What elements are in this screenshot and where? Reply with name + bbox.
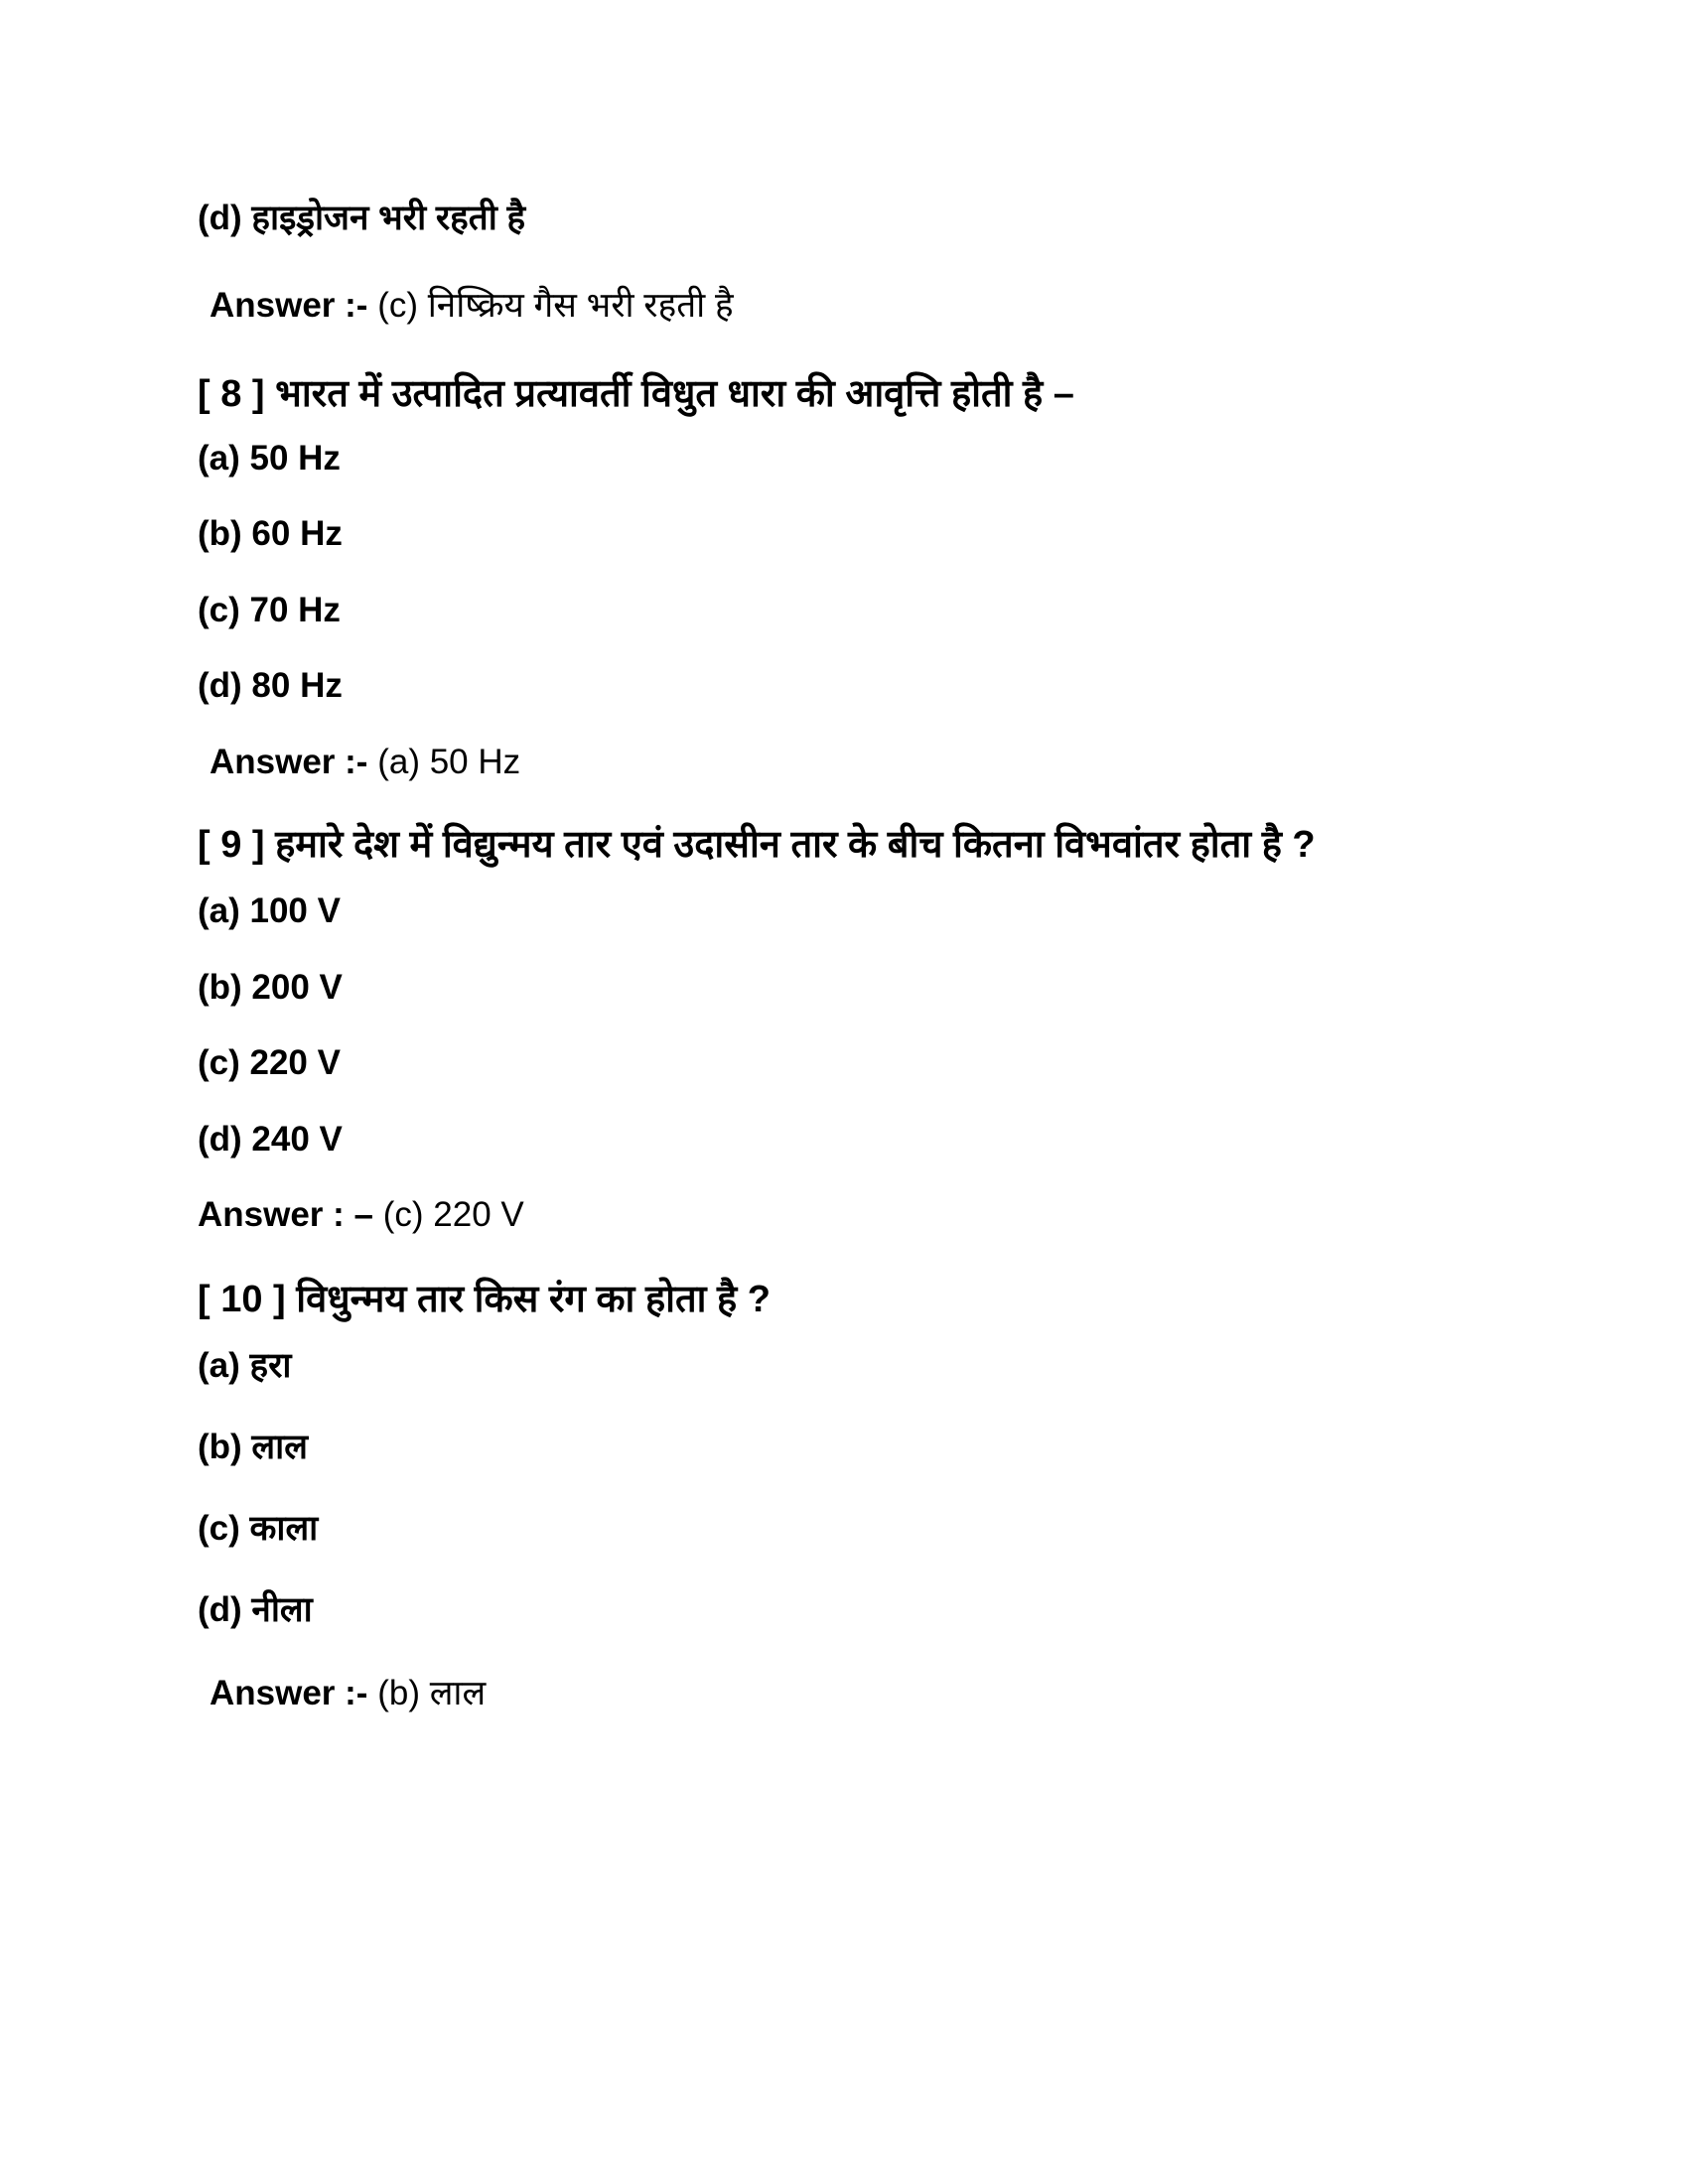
q10-answer (210, 1676, 486, 1710)
q10-option-c: (c) काला (198, 1509, 319, 1548)
q10-option-a: (a) हरा (198, 1346, 292, 1385)
answer-label: Answer :- (210, 1674, 368, 1712)
q8-option-b: (b) 60 Hz (198, 514, 343, 553)
answer-value: (b) लाल (367, 1674, 487, 1712)
q9-option-d: (d) 240 V (198, 1120, 343, 1159)
question-8: [ 8 ] भारत में उत्पादित प्रत्यावर्ती विधुत धारा की आवृत्ति होती है – (198, 373, 1074, 415)
q8-option-d: (d) 80 Hz (198, 666, 343, 705)
q10-option-b: (b) लाल (198, 1428, 308, 1466)
q8-answer (210, 745, 520, 779)
prev-option-d: (d) हाइड्रोजन भरी रहती है (198, 199, 526, 237)
answer-value: (c) निष्क्रिय गैस भरी रहती है (367, 286, 734, 325)
question-10: [ 10 ] विधुन्मय तार किस रंग का होता है ? (198, 1279, 771, 1320)
answer-value: (c) 220 V (373, 1195, 524, 1234)
question-9: [ 9 ] हमारे देश में विद्युन्मय तार एवं उदासीन तार के बीच कितना विभवांतर होता है ? (198, 824, 1316, 866)
answer-label: Answer :- (210, 743, 368, 781)
q8-option-c: (c) 70 Hz (198, 591, 341, 629)
prev-answer (210, 288, 734, 323)
q8-option-a: (a) 50 Hz (198, 439, 341, 478)
answer-value: (a) 50 Hz (367, 743, 521, 781)
answer-label: Answer :- (210, 286, 368, 325)
q10-option-d: (d) नीला (198, 1590, 313, 1629)
q9-option-b: (b) 200 V (198, 968, 343, 1007)
q9-option-a: (a) 100 V (198, 891, 341, 930)
q9-option-c: (c) 220 V (198, 1043, 341, 1082)
q9-answer (198, 1197, 524, 1232)
answer-label: Answer : – (198, 1195, 373, 1234)
